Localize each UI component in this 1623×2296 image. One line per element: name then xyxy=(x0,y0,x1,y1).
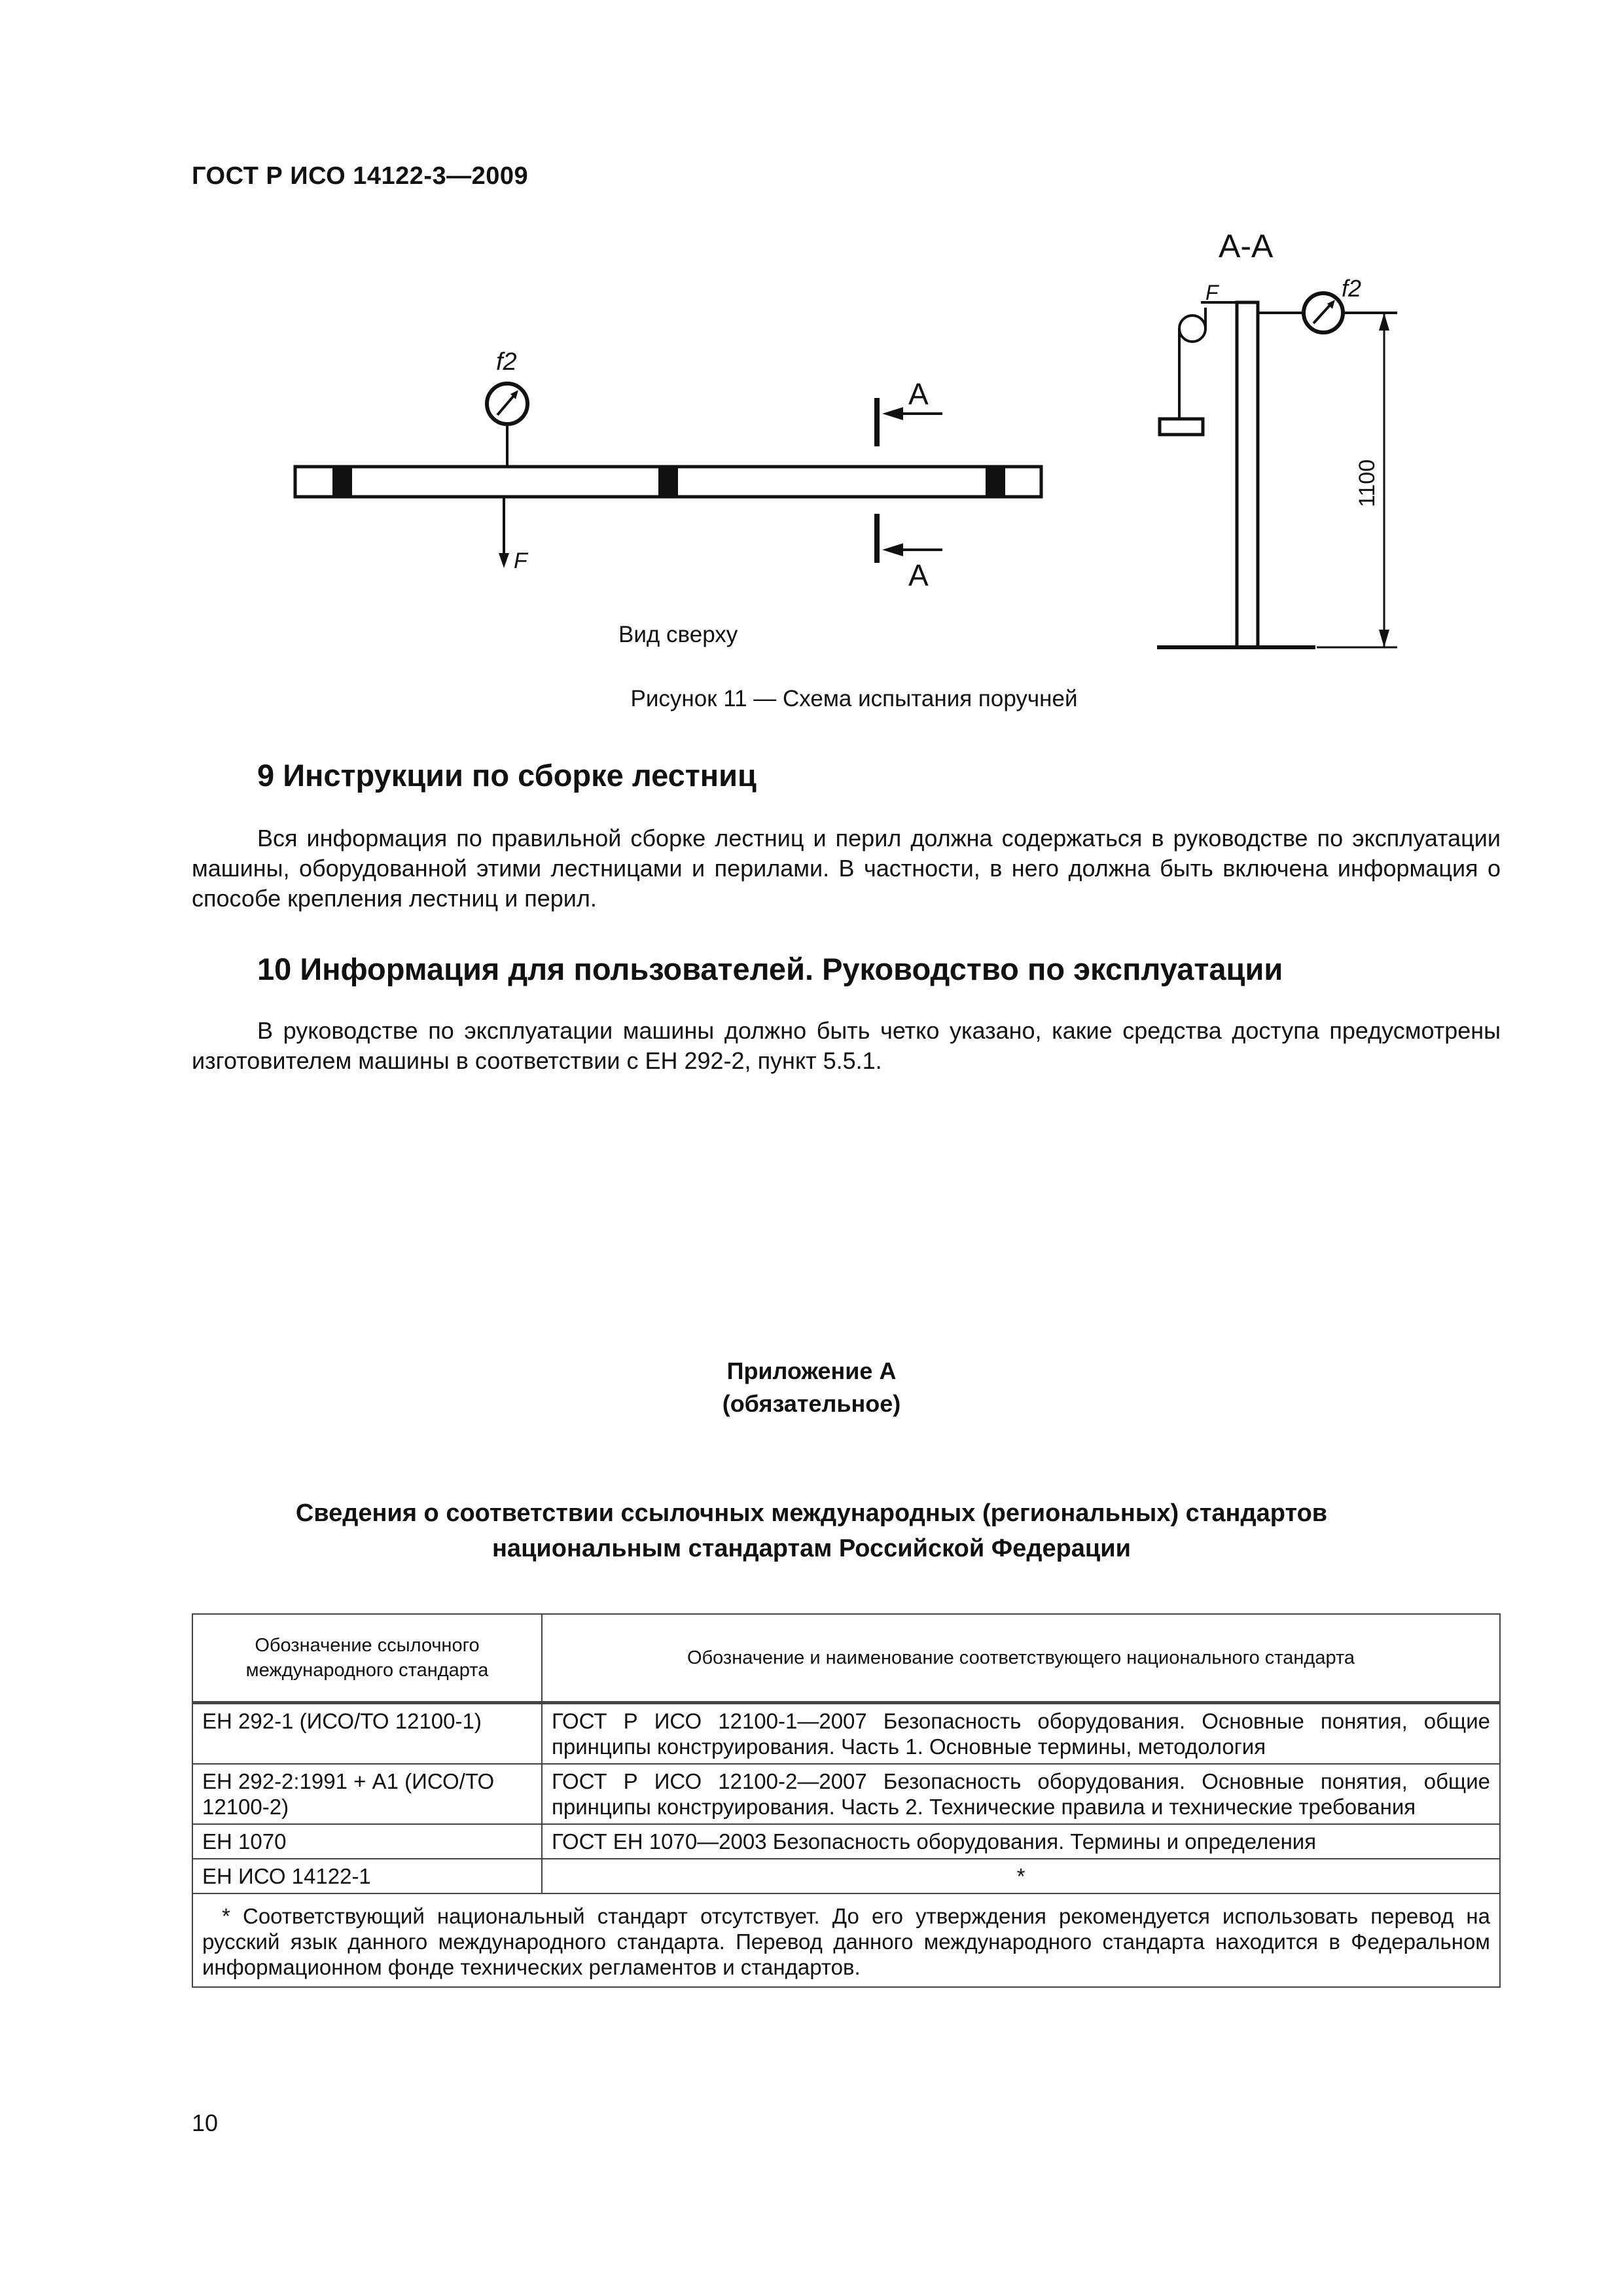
section-gauge-icon xyxy=(1304,293,1343,332)
standards-table xyxy=(192,1613,1501,1988)
section-title: А-А xyxy=(1219,228,1274,264)
table-cell: * xyxy=(542,1859,1500,1893)
table-cell: ЕН 1070 xyxy=(192,1824,542,1859)
table-cell: ЕН 292-2:1991 + А1 (ИСО/ТО 12100-2) xyxy=(192,1764,542,1824)
table-cell: ЕН 292-1 (ИСО/ТО 12100-1) xyxy=(192,1703,542,1765)
figure-caption-text: Рисунок 11 — Схема испытания поручней xyxy=(630,686,1078,711)
section-10-title: 10 Информация для пользователей. Руководство по эксплуатации xyxy=(257,952,1283,986)
annex-title-line1: Сведения о соответствии ссылочных международных (региональных) стандартов xyxy=(295,1499,1328,1527)
table-cell: ГОСТ ЕН 1070—2003 Безопасность оборудования. Термины и определения xyxy=(542,1824,1500,1859)
view-label: Вид сверху xyxy=(618,622,738,647)
gauge-label: f2 xyxy=(496,348,517,376)
dimension-line xyxy=(1379,313,1389,647)
document-header: ГОСТ Р ИСО 14122-3—2009 xyxy=(192,162,529,190)
table-row xyxy=(192,1859,1500,1893)
section-10-text: В руководстве по эксплуатации машины должно быть четко указано, какие средства доступа предусмотрены изготовителем машины в соответствии с ЕН 292-2, пункт 5.5.1. xyxy=(192,1017,1501,1074)
section-9-title: 9 Инструкции по сборке лестниц xyxy=(257,758,757,793)
section-9-text: Вся информация по правильной сборке лестниц и перил должна содержаться в руководстве по эксплуатации машины, оборудованной этими лестницами и перилами. В частности, в него должна быть включена информация о способе крепления лестниц и перил. xyxy=(192,825,1501,912)
table-footnote-row xyxy=(192,1893,1500,1987)
annex-title-line2: национальным стандартам Российской Федерации xyxy=(491,1535,1131,1562)
table-cell: ЕН ИСО 14122-1 xyxy=(192,1859,542,1893)
dimension-value: 1100 xyxy=(1355,459,1380,507)
dial-gauge-icon xyxy=(487,384,527,467)
table-header-international: Обозначение ссылочного международного стандарта xyxy=(192,1614,542,1703)
handrail-top-view xyxy=(295,467,1041,497)
table-cell: ГОСТ Р ИСО 12100-1—2007 Безопасность оборудования. Основные понятия, общие принципы конструирования. Часть 1. Основные термины, методология xyxy=(542,1703,1500,1765)
table-row xyxy=(192,1703,1500,1765)
section-letter-top: А xyxy=(908,377,929,411)
section-force-label: F xyxy=(1205,281,1219,304)
table-header-row xyxy=(192,1614,1500,1703)
force-label: F xyxy=(514,548,527,573)
section-mark-bottom xyxy=(877,514,942,563)
annex-label: Приложение А xyxy=(726,1357,897,1384)
figure-caption xyxy=(0,686,1623,712)
annex-title xyxy=(0,1496,1623,1566)
force-arrow xyxy=(499,497,509,568)
table-cell: ГОСТ Р ИСО 12100-2—2007 Безопасность оборудования. Основные понятия, общие принципы конструирования. Часть 2. Технические правила и технические требования xyxy=(542,1764,1500,1824)
table-header-national: Обозначение и наименование соответствующего национального стандарта xyxy=(542,1614,1500,1703)
section-letter-bottom: А xyxy=(908,558,929,592)
annex-kind: (обязательное) xyxy=(722,1390,901,1417)
page-number: 10 xyxy=(192,2109,219,2136)
annex-heading xyxy=(0,1355,1623,1420)
test-scheme-figure xyxy=(0,0,1623,674)
section-gauge-label: f2 xyxy=(1342,275,1362,302)
table-footnote: * Соответствующий национальный стандарт отсутствует. До его утверждения рекомендуется использовать перевод на русский язык данного международного стандарта. Перевод данного международного стандарта находится в Федеральном информационном фонде технических регламентов и стандартов. xyxy=(192,1893,1500,1987)
table-row xyxy=(192,1764,1500,1824)
table-row xyxy=(192,1824,1500,1859)
